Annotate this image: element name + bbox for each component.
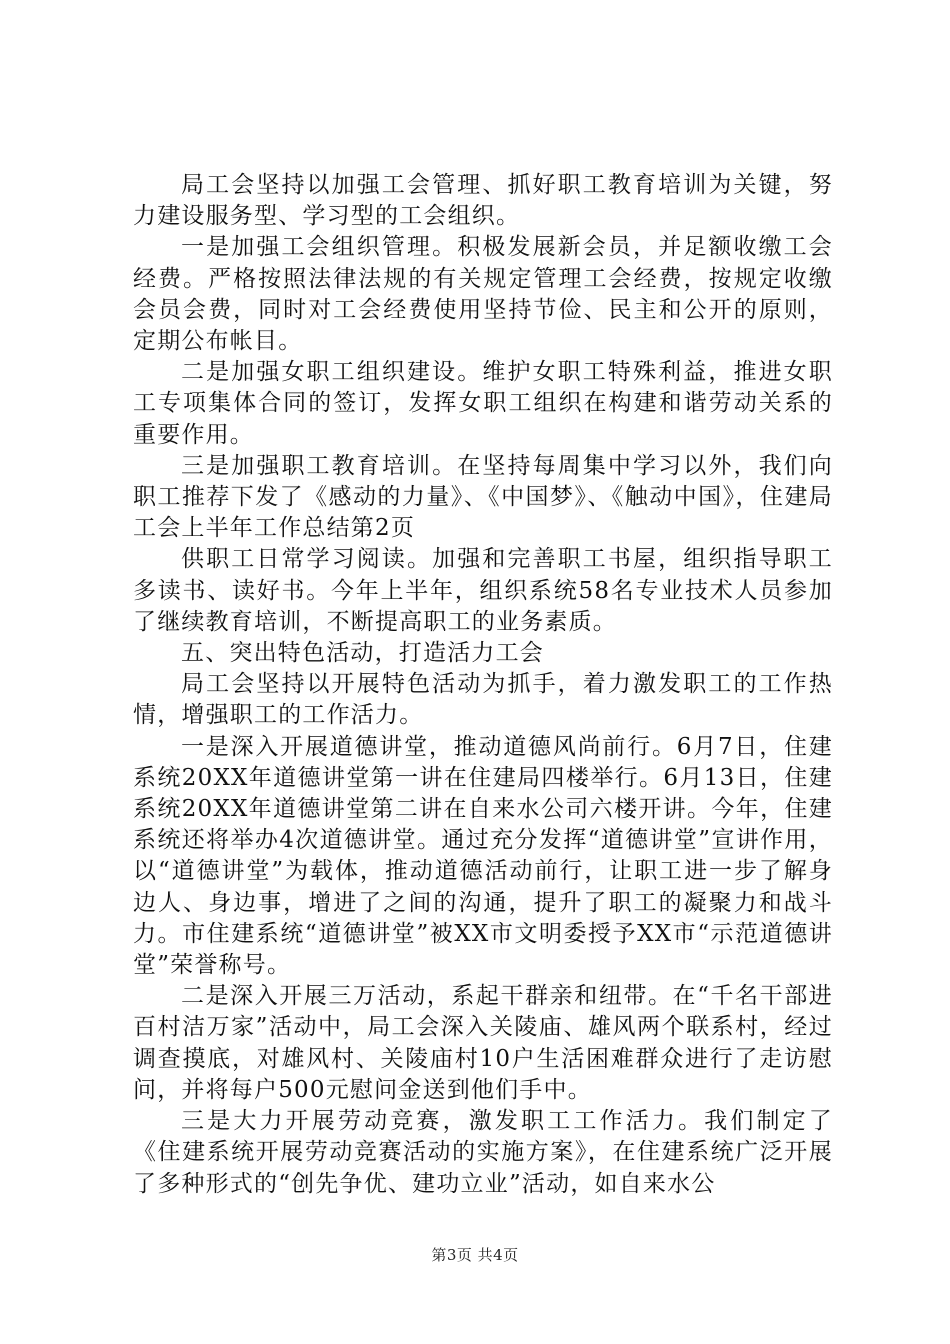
paragraph-moral-lecture: 一是深入开展道德讲堂，推动道德风尚前行。6月7日，住建系统20XX年道德讲堂第一讲在住建局四楼举行。6月13日，住建系统20XX年道德讲堂第二讲在自来水公司六楼开讲。今年，住建系统还将举办4次道德讲堂。通过充分发挥“道德讲堂”宣讲作用，以“道德讲堂”为载体，推动道德活动前行，让职工进一步了解身边人、身边事，增进了之间的沟通，提升了职工的凝聚力和战斗力。市住建系统“道德讲堂”被XX市文明委授予XX市“示范道德讲堂”荣誉称号。 (133, 733, 833, 979)
page-footer: 第3页 共4页 (431, 1246, 519, 1264)
paragraph-special-activities-intro: 局工会坚持以开展特色活动为抓手，着力激发职工的工作热情，增强职工的工作活力。 (133, 671, 833, 729)
paragraph-reading: 供职工日常学习阅读。加强和完善职工书屋，组织指导职工多读书、读好书。今年上半年，组织系统58名专业技术人员参加了继续教育培训，不断提高职工的业务素质。 (133, 546, 833, 635)
paragraph-organization-management: 一是加强工会组织管理。积极发展新会员，并足额收缴工会经费。严格按照法律法规的有关规定管理工会经费，按规定收缴会员会费，同时对工会经费使用坚持节俭、民主和公开的原则，定期公布帐目。 (133, 234, 833, 355)
document-body (133, 170, 833, 1200)
paragraph-female-workers: 二是加强女职工组织建设。维护女职工特殊利益，推进女职工专项集体合同的签订，发挥女职工组织在构建和谐劳动关系的重要作用。 (133, 359, 833, 448)
paragraph-three-wan-activity: 二是深入开展三万活动，系起干群亲和纽带。在“千名干部进百村洁万家”活动中，局工会深入关陵庙、雄风两个联系村，经过调查摸底，对雄风村、关陵庙村10户生活困难群众进行了走访慰问，并将每户500元慰问金送到他们手中。 (133, 983, 833, 1103)
paragraph-union-management: 局工会坚持以加强工会管理、抓好职工教育培训为关键，努力建设服务型、学习型的工会组织。 (133, 172, 833, 230)
paragraph-labor-competition: 三是大力开展劳动竞赛，激发职工工作活力。我们制定了《住建系统开展劳动竞赛活动的实施方案》，在住建系统广泛开展了多种形式的“创先争优、建功立业”活动，如自来水公 (133, 1108, 833, 1197)
paragraph-education-training: 三是加强职工教育培训。在坚持每周集中学习以外，我们向职工推荐下发了《感动的力量》、《中国梦》、《触动中国》，住建局工会上半年工作总结第2页 (133, 452, 833, 542)
section-heading-special-activities: 五、突出特色活动，打造活力工会 (181, 640, 544, 667)
